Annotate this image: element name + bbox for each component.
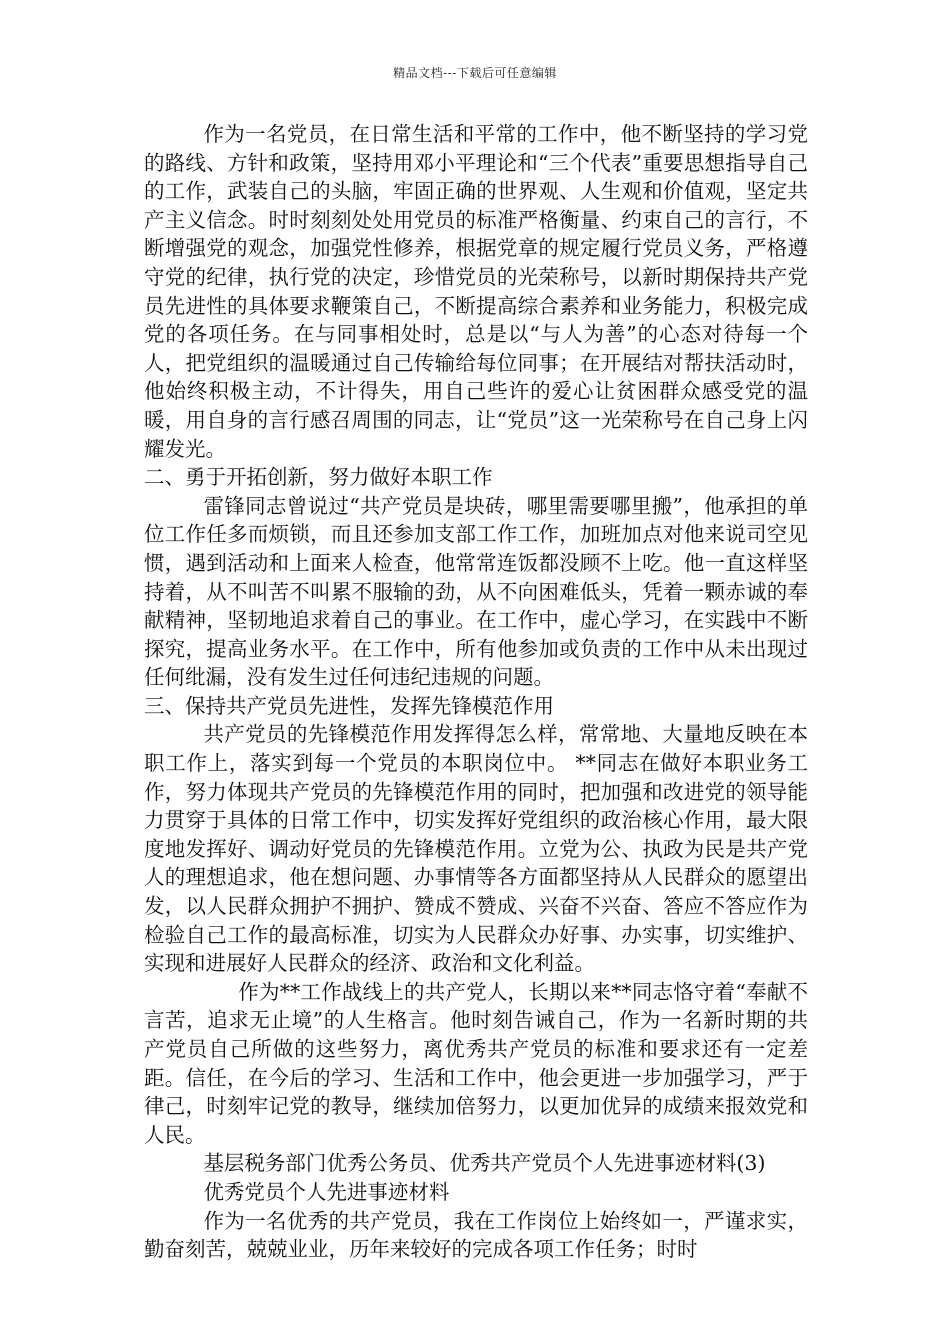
document-subtitle: 基层税务部门优秀公务员、优秀共产党员个人先进事迹材料(3) xyxy=(203,1151,766,1176)
page-header: 精品文档---下载后可任意编辑 xyxy=(393,66,557,80)
paragraph-excellent-member: 作为一名优秀的共产党员，我在工作岗位上始终如一，严谨求实，勤奋刻苦，兢兢业业，历年来较好的完成各项工作任务；时时 xyxy=(144,1208,808,1262)
document-title: 优秀党员个人先进事迹材料 xyxy=(203,1179,450,1204)
section-heading-3: 三、保持共产党员先进性，发挥先锋模范作用 xyxy=(144,693,554,718)
paragraph-party-member-study: 作为一名党员，在日常生活和平常的工作中，他不断坚持的学习党的路线、方针和政策，坚持用邓小平理论和“三个代表”重要思想指导自己的工作，武装自己的头脑，牢固正确的世界观、人生观和价值观，坚定共产主义信念。时时刻刻处处用党员的标准严格衡量、约束自己的言行，不断增强党的观念，加强党性修养，根据党章的规定履行党员义务，严格遵守党的纪律，执行党的决定，珍惜党员的光荣称号，以新时期保持共产党员先进性的具体要求鞭策自己，不断提高综合素养和业务能力，积极完成党的各项任务。在与同事相处时，总是以“与人为善”的心态对待每一个人，把党组织的温暖通过自己传输给每位同事；在开展结对帮扶活动时，他始终积极主动，不计得失，用自己些许的爱心让贫困群众感受党的温暖，用自身的言行感召周围的同志，让“党员”这一光荣称号在自己身上闪耀发光。 xyxy=(144,122,808,461)
paragraph-lei-feng: 雷锋同志曾说过“共产党员是块砖，哪里需要哪里搬”，他承担的单位工作任多而烦锁，而且还参加支部工作工作，加班加点对他来说司空见惯，遇到活动和上面来人检查，他常常连饭都没顾不上吃。他一直这样坚持着，从不叫苦不叫累不服输的劲，从不向困难低头，凭着一颗赤诚的奉献精神，坚韧地追求着自己的事业。在工作中，虚心学习，在实践中不断探究，提高业务水平。在工作中，所有他参加或负责的工作中从未出现过任何纰漏，没有发生过任何违纪违规的问题。 xyxy=(144,493,808,690)
document-body xyxy=(144,120,808,1264)
paragraph-vanguard-role: 共产党员的先锋模范作用发挥得怎么样，常常地、大量地反映在本职工作上，落实到每一个党员的本职岗位中。 **同志在做好本职业务工作，努力体现共产党员的先锋模范作用的同时，把加强和改进党的领导能力贯穿于具体的日常工作中，切实发挥好党组织的政治核心作用，最大限度地发挥好、调动好党员的先锋模范作用。立党为公、执政为民是共产党人的理想追求，他在想问题、办事情等各方面都坚持从人民群众的愿望出发，以人民群众拥护不拥护、赞成不赞成、兴奋不兴奋、答应不答应作为检验自己工作的最高标准，切实为人民群众办好事、办实事，切实维护、实现和进展好人民群众的经济、政治和文化利益。 xyxy=(144,722,808,976)
section-heading-2: 二、勇于开拓创新，努力做好本职工作 xyxy=(144,465,493,490)
paragraph-dedication: 作为**工作战线上的共产党人，长期以来**同志恪守着“奉献不言苦，追求无止境”的人生格言。他时刻告诫自己，作为一名新时期的共产党员自己所做的这些努力，离优秀共产党员的标准和要求还有一定差距。信任，在今后的学习、生活和工作中，他会更进一步加强学习，严于律己，时刻牢记党的教导，继续加倍努力，以更加优异的成绩来报效党和人民。 xyxy=(144,979,808,1147)
